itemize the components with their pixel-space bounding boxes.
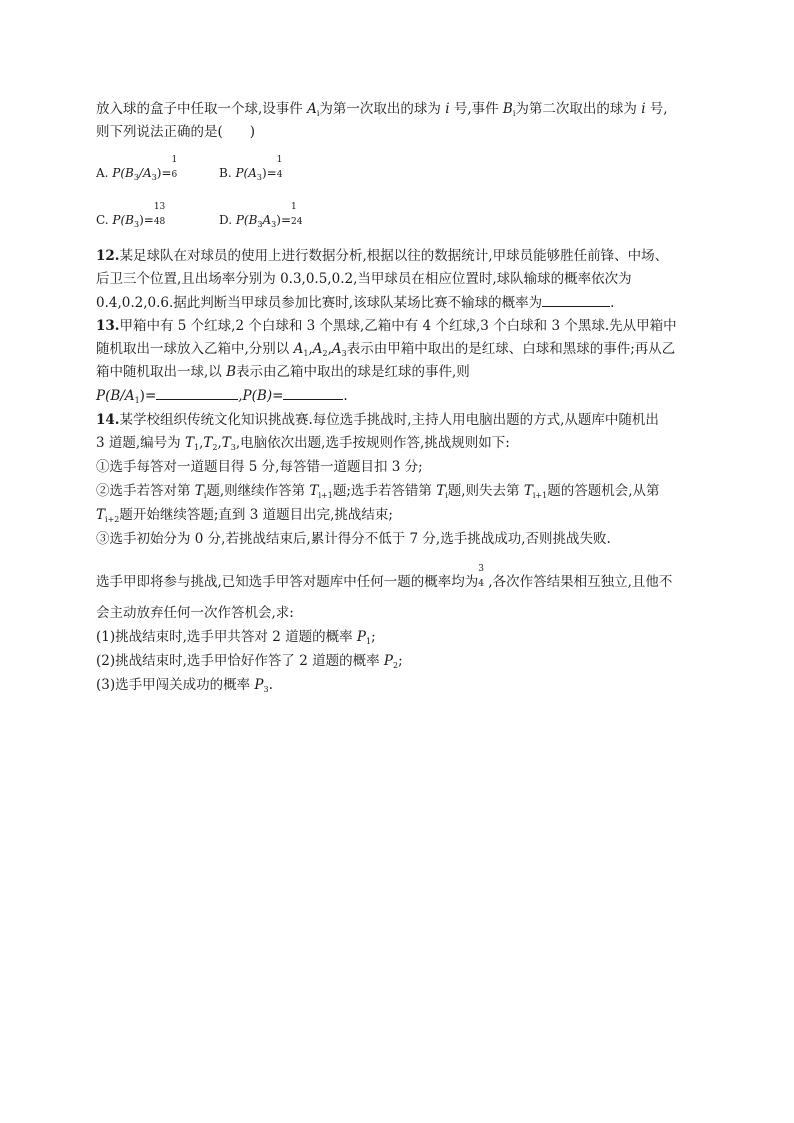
- var-t: T: [194, 483, 204, 499]
- numerator: 1: [291, 201, 297, 212]
- q14-text: .: [268, 677, 273, 693]
- sub: 3: [151, 173, 157, 182]
- sep: ,: [308, 341, 313, 357]
- q13-line-1: [96, 316, 677, 336]
- q14-text: ,电脑依次出题,选手按规则作答,挑战规则如下:: [235, 435, 510, 451]
- sub: 2: [322, 349, 328, 358]
- q12-text: 某足球队在对球员的使用上进行数据分析,根据以往的数据统计,甲球员能够胜任前锋、中场、: [119, 248, 669, 264]
- option-letter: B.: [219, 166, 236, 180]
- sep: ,: [327, 341, 332, 357]
- q12-text: .: [610, 295, 615, 311]
- expr: )=: [139, 388, 157, 404]
- q14-text: 题;选手若答错第: [332, 483, 437, 499]
- numerator: 3: [478, 563, 485, 574]
- sub: 3: [133, 173, 139, 182]
- q14-part-2: [96, 651, 403, 671]
- question-number: 14.: [96, 412, 120, 428]
- denominator: 24: [291, 216, 303, 227]
- sub: i: [203, 491, 207, 500]
- q11-option-b: [219, 154, 291, 182]
- q14-line-2: 3 道题,编号为 $T_1,T_2,T_3$,电脑依次出题,选手按规则作答,挑战规则如下:: [96, 435, 510, 452]
- sub: 3: [271, 220, 277, 229]
- sub: 2: [392, 661, 399, 670]
- event-a: A: [293, 341, 304, 357]
- q14-line-1: [96, 410, 659, 430]
- sub: i: [445, 491, 448, 500]
- sub: 1: [193, 443, 200, 452]
- expr: P(B/A: [96, 388, 135, 404]
- q11-text: 放入球的盒子中任取一个球,设事件: [96, 101, 308, 117]
- denominator: 48: [153, 216, 166, 227]
- sub: 1: [365, 637, 372, 646]
- q14-rule-3: ③选手初始分为 0 分,若挑战结束后,累计得分不低于 7 分,选手挑战成功,否则挑战失败.: [96, 531, 611, 547]
- question-number: 12.: [96, 248, 120, 264]
- q12-line-1: [96, 246, 668, 266]
- q11-option-a: [96, 154, 186, 182]
- q14-intro-1: [96, 563, 673, 592]
- sub: 1: [134, 396, 140, 405]
- q14-text: 题的答题机会,从第: [547, 483, 660, 499]
- q14-text: 题,则继续作答第: [206, 483, 310, 499]
- q14-text: 3 道题,编号为: [96, 435, 185, 451]
- event-b-sub: i: [512, 109, 516, 118]
- var-t: T: [523, 483, 533, 499]
- var-t: T: [184, 435, 194, 451]
- q13-text: 箱中随机取出一球,以: [96, 364, 227, 380]
- q11-text: 号,事件: [449, 101, 503, 117]
- q11-option-c: [96, 201, 168, 229]
- question-number: 13.: [96, 318, 120, 334]
- option-letter: D.: [219, 213, 236, 227]
- expr: P(B: [112, 166, 134, 180]
- expr: ,P(B)=: [238, 388, 284, 404]
- expr: P(A: [235, 166, 257, 180]
- var-p: P: [383, 653, 393, 669]
- event-a: A: [307, 101, 317, 117]
- var-p: P: [356, 629, 366, 645]
- var-p: P: [254, 677, 264, 693]
- expr: P(B: [235, 213, 258, 227]
- fraction: [276, 154, 291, 182]
- q13-text: .: [343, 388, 348, 404]
- q12-text: 0.4,0.2,0.6.据此判断当甲球员参加比赛时,该球队某场比赛不输球的概率为: [96, 295, 543, 311]
- q14-text: 某学校组织传统文化知识挑战赛.每位选手挑战时,主持人用电脑出题的方式,从题库中随机出: [119, 412, 659, 428]
- var-i: i: [641, 101, 646, 117]
- q13-text: 甲箱中有 5 个红球,2 个白球和 3 个黑球,乙箱中有 4 个红球,3 个白球和 3 个黑球.先从甲箱中: [119, 318, 677, 334]
- sub: 3: [256, 173, 262, 182]
- sub: 3: [341, 349, 347, 358]
- q13-text: 表示由甲箱中取出的是红球、白球和黑球的事件;再从乙: [346, 341, 676, 357]
- q13-line-4: [96, 385, 348, 406]
- event-a-sub: i: [316, 109, 320, 118]
- q14-text: ,各次作答结果相互独立,且他不: [488, 574, 673, 590]
- q11-text: 为第二次取出的球为: [515, 101, 642, 117]
- q14-rule-2: [96, 481, 660, 501]
- q13-line-3: [96, 362, 470, 382]
- sub: 3: [133, 220, 140, 229]
- sub: 3: [263, 685, 269, 694]
- sub: 2: [212, 443, 218, 452]
- numerator: 13: [153, 201, 166, 212]
- expr: )=: [261, 166, 277, 180]
- q11-text: 号,: [645, 101, 668, 117]
- event-b: B: [502, 101, 513, 117]
- q14-text: 选手甲即将参与挑战,已知选手甲答对题库中任何一题的概率均为: [96, 574, 479, 590]
- var-t: T: [203, 435, 213, 451]
- event-b: B: [226, 364, 237, 380]
- q14-text: (3)选手甲闯关成功的概率: [96, 677, 255, 693]
- fraction: [291, 201, 305, 229]
- fraction: [171, 154, 186, 182]
- q12-line-3: [96, 292, 614, 313]
- expr: /A: [138, 166, 152, 180]
- expr: )=: [156, 166, 172, 180]
- q14-text: (1)挑战结束时,选手甲共答对 2 道题的概率: [96, 629, 357, 645]
- option-letter: A.: [96, 166, 113, 180]
- q13-line-2: [96, 339, 675, 359]
- expr: A: [262, 213, 272, 227]
- fraction: [478, 563, 488, 591]
- q11-option-d: [219, 201, 305, 229]
- sub: i+1: [318, 491, 333, 500]
- expr: )=: [276, 213, 292, 227]
- q14-rule-1: ①选手每答对一道题目得 5 分,每答错一道题目扣 3 分;: [96, 459, 423, 475]
- expr: )=: [139, 213, 154, 227]
- answer-blank[interactable]: [156, 385, 238, 400]
- sub: 1: [303, 349, 309, 358]
- sub: 3: [257, 220, 263, 229]
- q14-part-3: [96, 675, 273, 695]
- var-t: T: [436, 483, 446, 499]
- q14-rule-2b: [96, 505, 393, 525]
- numerator: 1: [171, 154, 178, 165]
- q14-intro-2: 会主动放弃任何一次作答机会,求:: [96, 605, 294, 621]
- var-t: T: [309, 483, 319, 499]
- option-letter: C.: [96, 213, 113, 227]
- numerator: 1: [276, 154, 283, 165]
- q13-text: 表示由乙箱中取出的球是红球的事件,则: [236, 364, 470, 380]
- q14-text: 题,则失去第: [447, 483, 524, 499]
- event-a: A: [331, 341, 342, 357]
- var-t: T: [221, 435, 231, 451]
- q14-text: ②选手若答对第: [96, 483, 195, 499]
- sub: i+1: [532, 491, 548, 500]
- denominator: 4: [478, 578, 485, 589]
- q14-text: ;: [398, 653, 403, 669]
- q11-line-1: [96, 99, 668, 119]
- event-a: A: [312, 341, 323, 357]
- q12-line-2: 后卫三个位置,且出场率分别为 0.3,0.5,0.2,当甲球员在相应位置时,球队输球的概率依次为: [96, 271, 632, 287]
- sub: i+2: [105, 515, 120, 524]
- fraction: [153, 201, 168, 229]
- sub: 3: [230, 443, 236, 452]
- q14-text: 题开始继续答题;直到 3 道题目出完,挑战结束;: [119, 507, 393, 523]
- denominator: 6: [171, 169, 178, 180]
- q11-text: 为第一次取出的球为: [319, 101, 446, 117]
- var-t: T: [96, 507, 106, 523]
- q14-text: (2)挑战结束时,选手甲恰好作答了 2 道题的概率: [96, 653, 384, 669]
- q11-line-2: 则下列说法正确的是( ): [96, 124, 256, 140]
- denominator: 4: [276, 169, 283, 180]
- answer-blank[interactable]: [542, 292, 610, 307]
- expr: P(B: [112, 213, 134, 227]
- q14-text: ;: [371, 629, 376, 645]
- q14-part-1: [96, 627, 376, 647]
- var-i: i: [445, 101, 450, 117]
- answer-blank[interactable]: [283, 385, 343, 400]
- q13-text: 随机取出一球放入乙箱中,分别以: [96, 341, 294, 357]
